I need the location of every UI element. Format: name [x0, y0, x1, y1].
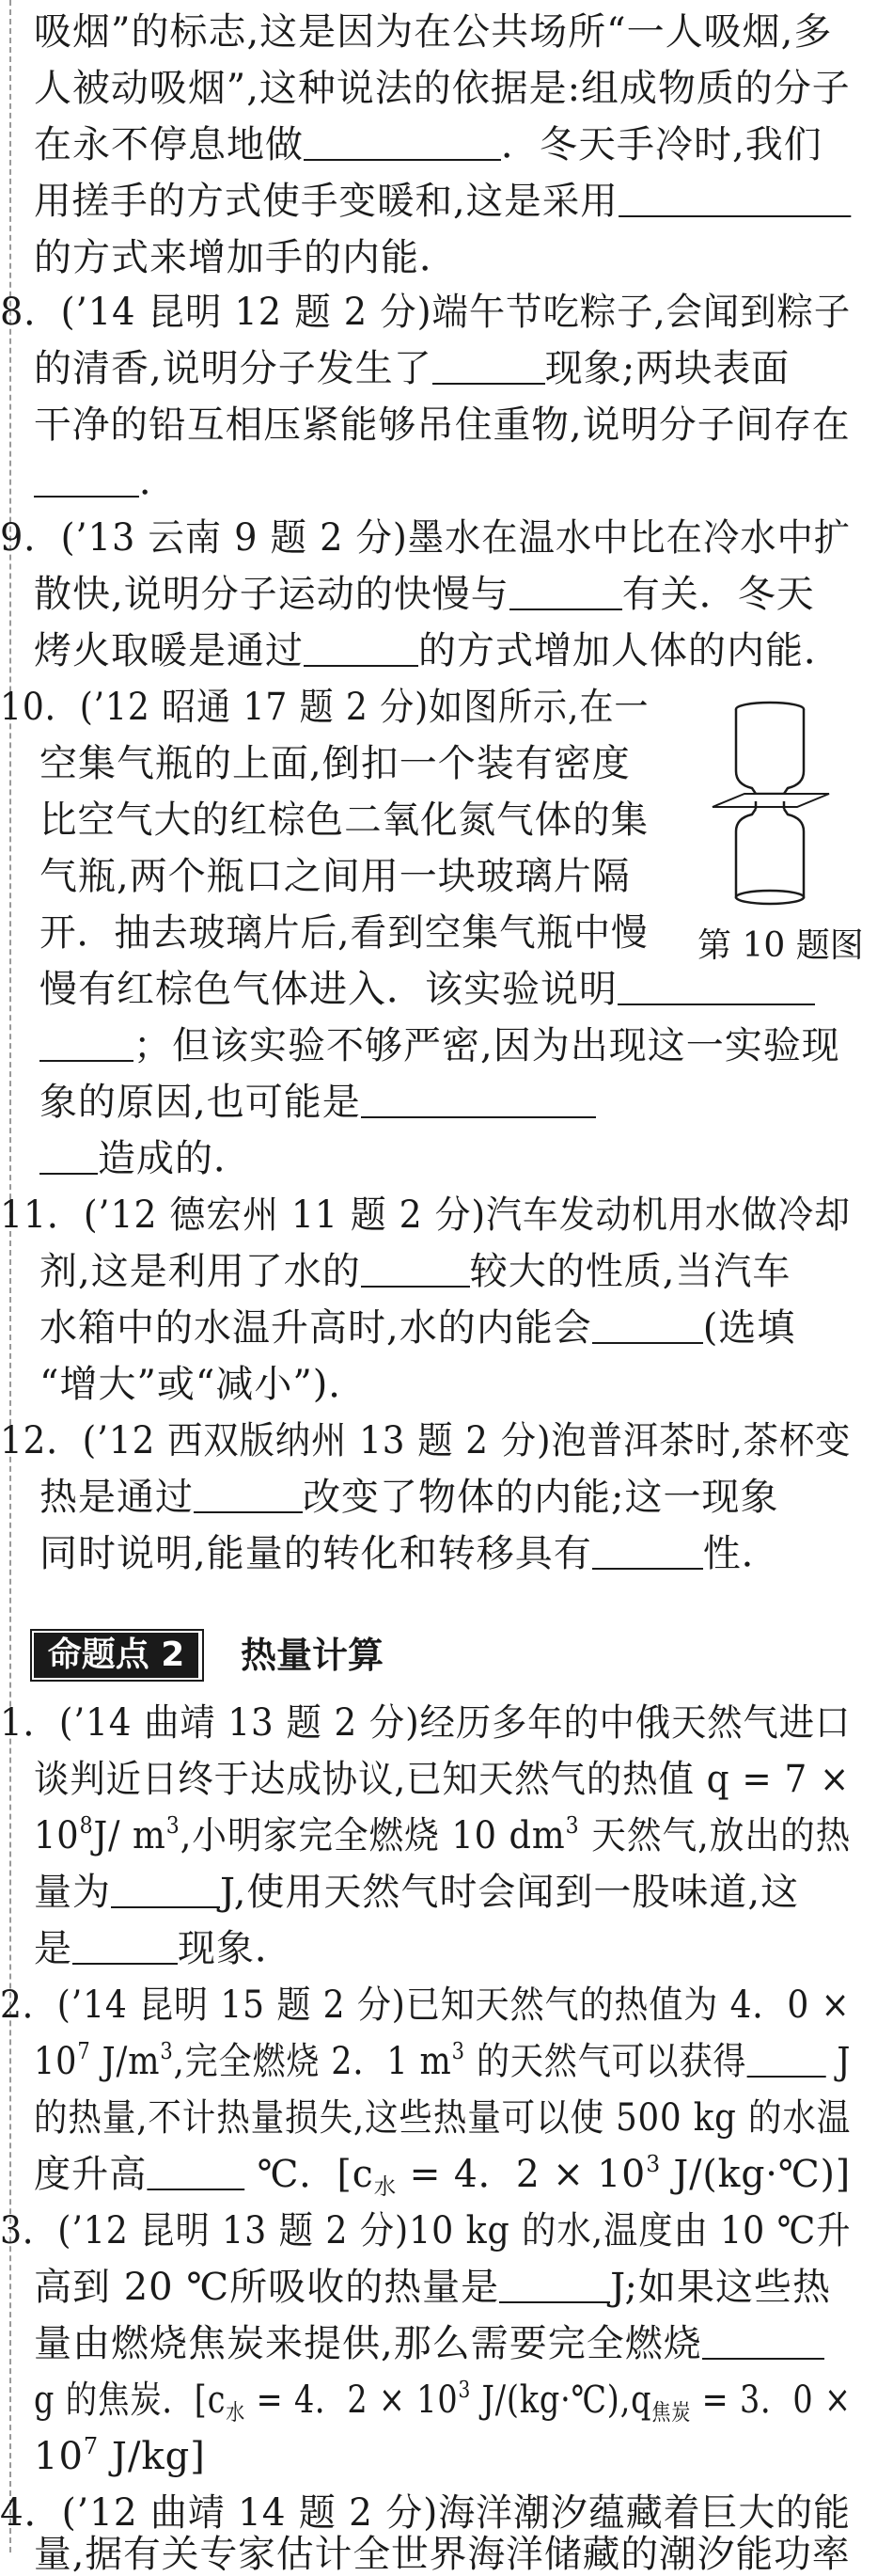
superscript: 7 [77, 2038, 91, 2064]
text-run: 8．(’14 昆明 12 题 2 分)端午节吃粽子,会闻到粽子 [0, 291, 852, 334]
text-run: 人被动吸烟”,这种说法的依据是:组成物质的分子 [34, 67, 851, 110]
text-line [0, 1419, 852, 1462]
text-run: 谈判近日终于达成协议,已知天然气的热值 q = 7 × [34, 1758, 851, 1801]
subscript: 水 [226, 2399, 246, 2426]
answer-blank[interactable] [592, 1536, 703, 1570]
text-line [39, 742, 631, 785]
text-line [34, 2266, 831, 2309]
superscript: 3 [165, 1812, 180, 1839]
text-run: 改变了物体的内能;这一现象 [303, 1476, 779, 1519]
text-run: 天然气,放出的热 [579, 1814, 852, 1857]
superscript: 3 [646, 2151, 662, 2177]
text-run: J/(kg·℃),q [471, 2378, 652, 2422]
text-run: = 4．2 × 10 [397, 2153, 647, 2196]
text-run: 象的原因,也可能是 [39, 1081, 361, 1124]
text-run: ℃．[c [244, 2153, 374, 2196]
text-run: J/ m [93, 1814, 166, 1857]
text-line [39, 968, 815, 1011]
text-line [34, 2433, 206, 2478]
gas-jar-figure [707, 698, 834, 912]
answer-blank[interactable] [509, 577, 622, 610]
answer-blank[interactable] [39, 1141, 98, 1175]
text-line [39, 911, 649, 955]
text-run: ． [139, 460, 178, 503]
figure-caption: 第 10 题图 [697, 926, 864, 965]
answer-blank[interactable] [194, 1479, 303, 1513]
text-run: J/(kg·℃)] [661, 2153, 852, 2196]
text-line [34, 1812, 852, 1857]
text-run: J/m [90, 2040, 161, 2083]
text-run: 空集气瓶的上面,倒扣一个装有密度 [39, 742, 631, 785]
text-run: 烤火取暖是通过 [34, 629, 304, 672]
text-run: 散快,说明分子运动的快慢与 [34, 573, 509, 616]
answer-blank[interactable] [72, 1931, 178, 1965]
text-line [0, 1193, 851, 1237]
text-run: 同时说明,能量的转化和转移具有 [39, 1532, 592, 1575]
text-run: 水箱中的水温升高时,水的内能会 [39, 1306, 592, 1350]
text-run: J;如果这些热 [610, 2266, 831, 2309]
text-run: 3．(’12 昆明 13 题 2 分)10 kg 的水,温度由 10 ℃升 [0, 2209, 852, 2252]
superscript: 3 [160, 2038, 174, 2064]
text-line [34, 2533, 851, 2576]
text-run: 造成的． [98, 1137, 252, 1180]
text-line [34, 403, 851, 447]
text-line [34, 347, 791, 390]
text-line [34, 2038, 852, 2083]
superscript: 3 [458, 2377, 472, 2403]
text-run: 剂,这是利用了水的 [39, 1250, 361, 1293]
text-run: 开．抽去玻璃片后,看到空集气瓶中慢 [39, 911, 649, 955]
text-run: 量由燃烧焦炭来提供,那么需要完全燃烧 [34, 2322, 702, 2365]
text-run: 在永不停息地做 [34, 123, 304, 166]
text-line [0, 2209, 852, 2252]
text-run: 10 [34, 2040, 78, 2083]
superscript: 3 [451, 2038, 465, 2064]
text-run: “增大”或“减小”)． [39, 1363, 368, 1406]
text-line [39, 1024, 840, 1067]
answer-blank[interactable] [361, 1084, 596, 1118]
superscript: 3 [565, 1812, 580, 1839]
text-line [39, 1363, 368, 1406]
upper-gas-jar [736, 703, 804, 799]
section-title: 热量计算 [241, 1635, 384, 1676]
text-line [39, 855, 631, 898]
text-run: 现象． [178, 1927, 293, 1970]
text-run: 用搓手的方式使手变暖和,这是采用 [34, 180, 619, 223]
text-run: 11．(’12 德宏州 11 题 2 分)汽车发动机用水做冷却 [0, 1193, 851, 1237]
text-run: 现象;两块表面 [544, 347, 791, 390]
text-line [34, 2322, 824, 2365]
text-line [34, 123, 822, 166]
text-line [39, 1306, 796, 1350]
text-line [34, 2377, 852, 2426]
superscript: 8 [79, 1812, 94, 1839]
text-line [39, 1532, 780, 1575]
text-run: 性． [702, 1532, 780, 1575]
text-line [34, 236, 458, 279]
text-run: 量,据有关专家估计全世界海洋储藏的潮汐能功率 [34, 2533, 851, 2576]
text-line [34, 2096, 852, 2140]
answer-blank[interactable] [111, 1874, 220, 1908]
text-run: ,小明家完全燃烧 10 dm [180, 1814, 566, 1857]
text-run: 9．(’13 云南 9 题 2 分)墨水在温水中比在冷水中扩 [0, 516, 852, 560]
text-line [39, 798, 650, 842]
text-run: 的清香,说明分子发生了 [34, 347, 432, 390]
text-run: 10．(’12 昭通 17 题 2 分)如图所示,在一 [0, 686, 650, 729]
text-run: 12．(’12 西双版纳州 13 题 2 分)泡普洱茶时,茶杯变 [0, 1419, 852, 1462]
answer-blank[interactable] [619, 183, 851, 217]
text-run: = 3．0 × [691, 2378, 852, 2422]
text-run: 1．(’14 曲靖 13 题 2 分)经历多年的中俄天然气进口 [0, 1701, 852, 1745]
text-run: 有关．冬天 [621, 573, 815, 616]
text-run: ,完全燃烧 2．1 m [173, 2040, 452, 2083]
text-run: ．冬天手冷时,我们 [501, 123, 822, 166]
text-line [0, 1701, 852, 1745]
text-line [34, 180, 851, 223]
text-run: 的方式增加人体的内能． [418, 629, 842, 672]
answer-blank[interactable] [39, 1028, 133, 1062]
answer-blank[interactable] [746, 2044, 825, 2078]
answer-blank[interactable] [304, 633, 418, 667]
text-line [34, 629, 842, 672]
text-line [39, 1250, 791, 1293]
text-line [34, 10, 833, 54]
answer-blank[interactable] [702, 2326, 824, 2360]
text-run: g 的焦炭．[c [34, 2378, 227, 2422]
text-run: J/kg] [99, 2435, 206, 2478]
subscript: 焦炭 [651, 2399, 692, 2426]
text-run: 气瓶,两个瓶口之间用一块玻璃片隔 [39, 855, 631, 898]
text-run: 10 [34, 1814, 80, 1857]
text-run: ；但该实验不够严密,因为出现这一实验现 [133, 1024, 840, 1067]
text-line [34, 2151, 852, 2200]
text-run: 高到 20 ℃所吸收的热量是 [34, 2266, 500, 2309]
text-line [34, 573, 815, 616]
section-badge: 命题点 2 [34, 1633, 198, 1678]
binding-dash-line [9, 0, 11, 2552]
glass-plate [713, 794, 829, 807]
text-line [34, 1871, 800, 1914]
text-run: 的天然气可以获得 [464, 2040, 747, 2083]
text-run: (选填 [702, 1306, 796, 1350]
superscript: 7 [83, 2433, 100, 2459]
text-line [39, 1476, 779, 1519]
text-line [0, 516, 852, 560]
text-run: 量为 [34, 1871, 111, 1914]
answer-blank[interactable] [147, 2157, 244, 2190]
text-line [39, 1137, 252, 1180]
answer-blank[interactable] [432, 351, 545, 385]
text-line [34, 1758, 851, 1801]
text-run: 的方式来增加手的内能． [34, 236, 458, 279]
subscript: 水 [373, 2173, 398, 2200]
text-run: = 4．2 × 10 [245, 2378, 459, 2422]
text-line [39, 1081, 596, 1124]
text-line [34, 1927, 293, 1970]
text-line [0, 1983, 851, 2027]
text-run: 2．(’14 昆明 15 题 2 分)已知天然气的热值为 4．0 × [0, 1983, 851, 2027]
answer-blank[interactable] [592, 1310, 703, 1344]
lower-gas-jar [736, 801, 804, 904]
text-run: 4．(’12 曲靖 14 题 2 分)海洋潮汐蕴藏着巨大的能 [0, 2491, 852, 2535]
text-line [34, 460, 178, 503]
text-run: J [825, 2040, 852, 2083]
text-line [0, 686, 650, 729]
text-line [0, 2491, 852, 2535]
text-run: 度升高 [34, 2153, 148, 2196]
text-run: J,使用天然气时会闻到一股味道,这 [220, 1871, 800, 1914]
answer-blank[interactable] [34, 464, 139, 498]
text-run: 较大的性质,当汽车 [469, 1250, 791, 1293]
text-run: 吸烟”的标志,这是因为在公共场所“一人吸烟,多 [34, 10, 833, 54]
text-run: 干净的铅互相压紧能够吊住重物,说明分子间存在 [34, 403, 851, 447]
answer-blank[interactable] [304, 127, 501, 161]
text-run: 热是通过 [39, 1476, 194, 1519]
text-line [34, 67, 851, 110]
answer-blank[interactable] [361, 1254, 470, 1288]
answer-blank[interactable] [499, 2269, 610, 2303]
text-run: 慢有红棕色气体进入．该实验说明 [39, 968, 618, 1011]
text-run: 是 [34, 1927, 72, 1970]
text-run: 10 [34, 2435, 84, 2478]
text-run: 比空气大的红棕色二氧化氮气体的集 [39, 798, 650, 842]
text-run: 的热量,不计热量损失,这些热量可以使 500 kg 的水温 [34, 2096, 852, 2140]
answer-blank[interactable] [618, 972, 815, 1005]
text-line [0, 291, 852, 334]
